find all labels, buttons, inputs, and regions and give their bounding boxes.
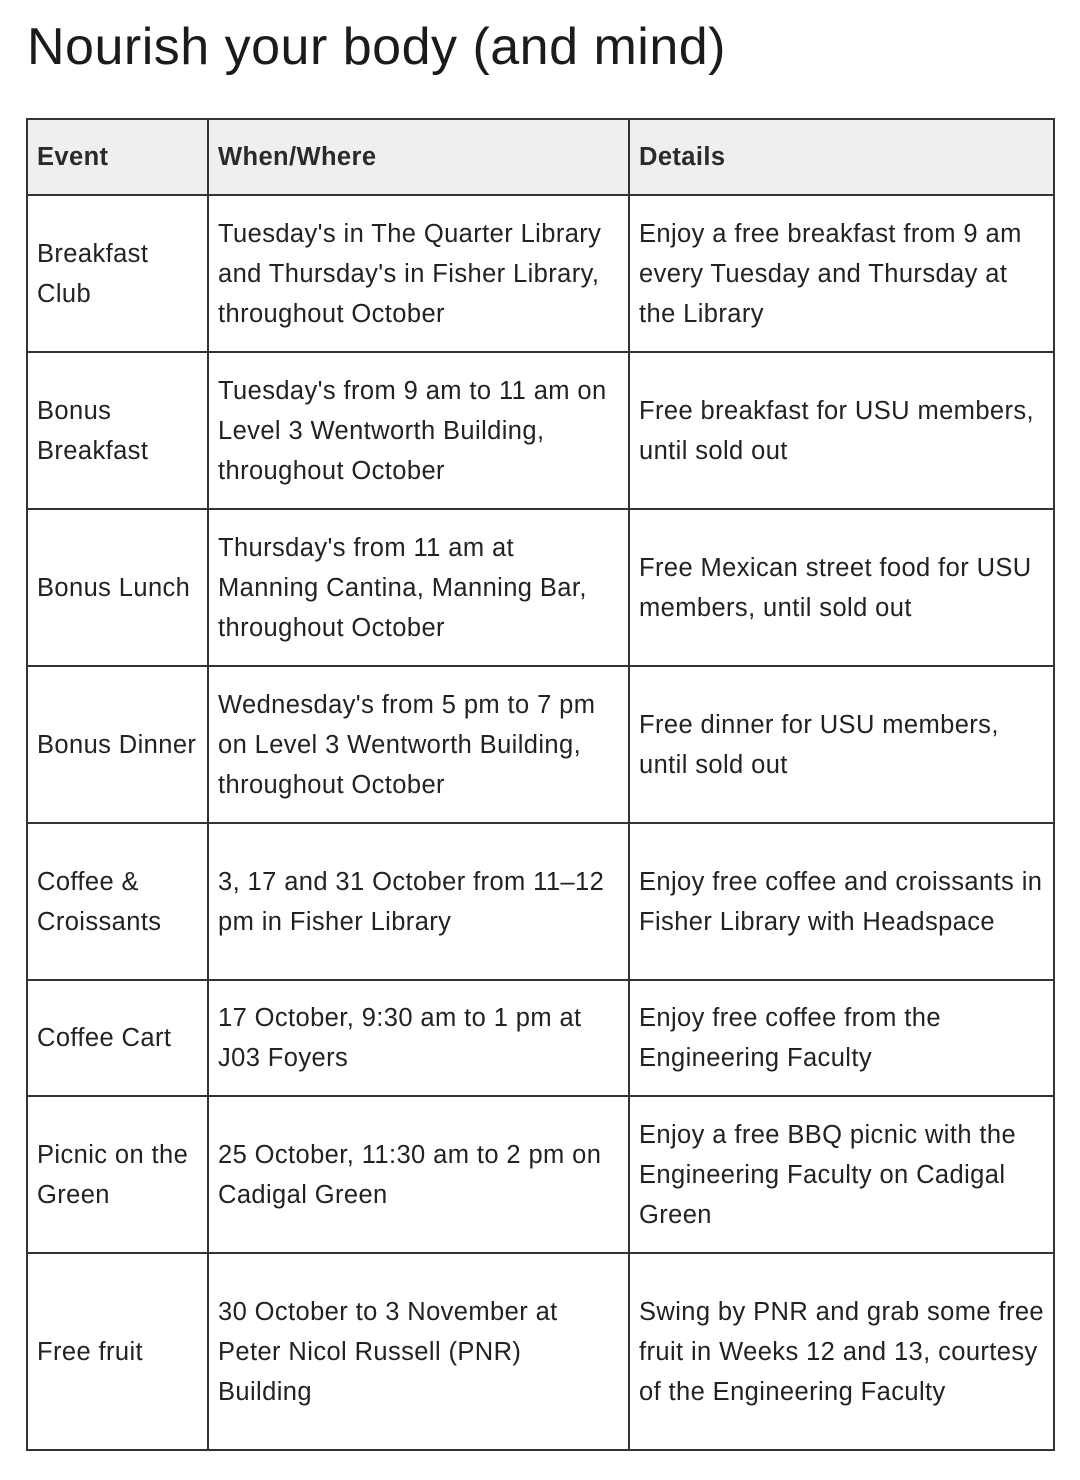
- table-row: [27, 823, 1054, 980]
- event-cell: Bonus Breakfast: [27, 352, 208, 509]
- details-cell: Enjoy free coffee and croissants in Fisher Library with Headspace: [629, 823, 1054, 980]
- event-cell: Bonus Dinner: [27, 666, 208, 823]
- details-cell: Free breakfast for USU members, until sold out: [629, 352, 1054, 509]
- details-cell: Enjoy free coffee from the Engineering Faculty: [629, 980, 1054, 1096]
- when-where-cell: 3, 17 and 31 October from 11–12 pm in Fisher Library: [208, 823, 629, 980]
- table-row: [27, 1096, 1054, 1253]
- when-where-cell: Tuesday's from 9 am to 11 am on Level 3 Wentworth Building, throughout October: [208, 352, 629, 509]
- table-header-row: [27, 119, 1054, 195]
- table-row: [27, 1253, 1054, 1450]
- table-row: [27, 666, 1054, 823]
- event-cell: Free fruit: [27, 1253, 208, 1450]
- table-row: [27, 509, 1054, 666]
- event-cell: Bonus Lunch: [27, 509, 208, 666]
- details-cell: Swing by PNR and grab some free fruit in Weeks 12 and 13, courtesy of the Engineering Faculty: [629, 1253, 1054, 1450]
- when-where-cell: Wednesday's from 5 pm to 7 pm on Level 3 Wentworth Building, throughout October: [208, 666, 629, 823]
- event-cell: Coffee & Croissants: [27, 823, 208, 980]
- header-when-where: When/Where: [208, 119, 629, 195]
- event-cell: Coffee Cart: [27, 980, 208, 1096]
- events-table: [26, 118, 1055, 1451]
- details-cell: Enjoy a free BBQ picnic with the Engineering Faculty on Cadigal Green: [629, 1096, 1054, 1253]
- header-details: Details: [629, 119, 1054, 195]
- when-where-cell: 30 October to 3 November at Peter Nicol Russell (PNR) Building: [208, 1253, 629, 1450]
- table-row: [27, 195, 1054, 352]
- table-row: [27, 352, 1054, 509]
- table-row: [27, 980, 1054, 1096]
- when-where-cell: Tuesday's in The Quarter Library and Thursday's in Fisher Library, throughout October: [208, 195, 629, 352]
- event-cell: Picnic on the Green: [27, 1096, 208, 1253]
- event-cell: Breakfast Club: [27, 195, 208, 352]
- when-where-cell: Thursday's from 11 am at Manning Cantina, Manning Bar, throughout October: [208, 509, 629, 666]
- when-where-cell: 25 October, 11:30 am to 2 pm on Cadigal Green: [208, 1096, 629, 1253]
- header-event: Event: [27, 119, 208, 195]
- details-cell: Enjoy a free breakfast from 9 am every Tuesday and Thursday at the Library: [629, 195, 1054, 352]
- when-where-cell: 17 October, 9:30 am to 1 pm at J03 Foyers: [208, 980, 629, 1096]
- page-title: Nourish your body (and mind): [27, 18, 726, 76]
- details-cell: Free Mexican street food for USU members, until sold out: [629, 509, 1054, 666]
- details-cell: Free dinner for USU members, until sold out: [629, 666, 1054, 823]
